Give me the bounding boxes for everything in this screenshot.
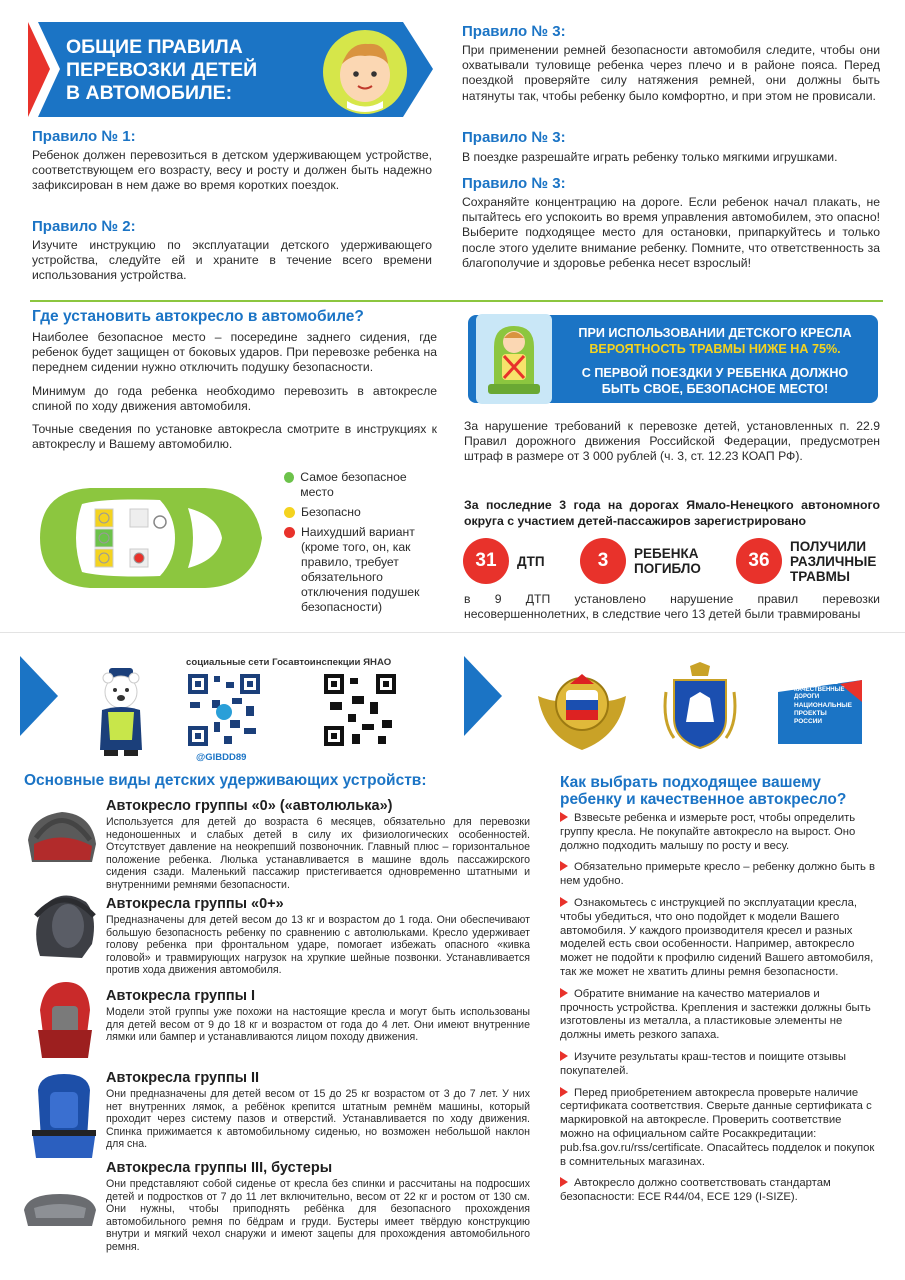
blue-arrow-left (20, 656, 58, 741)
red-dot-icon (284, 527, 295, 538)
legend-label: Безопасно (301, 505, 361, 519)
stat-label: ДТП (517, 553, 545, 569)
stats-note: в 9 ДТП установлено нарушение правил перевозки несовершеннолетних, в следствие чего 13 детей были травмированы (464, 592, 880, 622)
seat-text: Они представляют собой сиденье от кресла без спинки и рассчитаны на подросших детей и подростков от 7 до 11 лет включительно, весом от 22 кг и ростом от 130 см. Они нужны, чтобы приподнять ребёнка для безопасного прохождения автомобильного ремня по бёдрам и груди. Бустеры имеет твёрдую конструкцию внутри и мягкий чехол снаружи и имеют зацепы для прохождения автомобильного ремня. (106, 1178, 530, 1253)
rule-3a (462, 23, 880, 104)
legend-item-red (284, 525, 434, 615)
qr-code-telegram[interactable] (186, 672, 262, 748)
seat-image-group-1 (30, 980, 100, 1064)
seat-title: Автокресла группы «0+» (106, 896, 284, 912)
seat-text: Используется для детей до возраста 6 месяцев, обязательно для перевозки недоношенных и слабых детей в силу их физиологических особенностей. Отсутствует давление на неокрепший позвоночник. Главный плюс – горизонтальное положение ребенка. Люлька устанавливается в машине вдоль пассажирского сидения сзади. Маленький пассажир пристегивается одновременно штатными и внутренними ремнями безопасности. (106, 816, 530, 891)
seat-type-3 (106, 1160, 530, 1254)
baby-icon (320, 28, 410, 116)
yellow-dot-icon (284, 507, 295, 518)
legend-label: Самое безопасное место (300, 470, 407, 499)
fold-line (0, 632, 905, 633)
red-arrow-icon (560, 988, 568, 998)
seat-text: Предназначены для детей весом до 13 кг и возрастом до 1 года. Они обеспечивают большую безопасность ребенку по сравнению с автолюльками. Кресло удерживает голову ребенка при фронтальном ударе, помогает избежать опасного «кивка головой» и травмирующих нагрузок на хрупкие шейные позвонки. Устанавливается против хода движения автомобиля. (106, 914, 530, 977)
rule-text: Ребенок должен перевозиться в детском удерживающем устройстве, соответствующем его возрасту, весу и росту и должен быть надежно зафиксирован в нем даже во время коротких поездок. (32, 148, 432, 193)
seat-title: Автокресла группы III, бустеры (106, 1160, 333, 1176)
seat-title: Автокресла группы I (106, 988, 256, 1004)
tip-item: Перед приобретением автокресла проверьте наличие сертификата соответствия. Сверьте данные сертификата с маркировкой на автокресле. Проверить соответствие можно на официальном сайте Росаккредитации: pub.fsa.gov.ru/rss/certificate. Опасайтесь подделок и покупок в сомнительных магазинах. (560, 1086, 875, 1168)
page-title: ОБЩИЕ ПРАВИЛА ПЕРЕВОЗКИ ДЕТЕЙ В АВТОМОБИЛЕ: (66, 36, 258, 104)
stat-deaths (580, 538, 714, 584)
fine-text: За нарушение требований к перевозке детей, установленных п. 22.9 Правил дорожного движения Российской Федерации, предусмотрен штраф в размере от 3 000 рублей (ч. 3, ст. 12.23 КОАП РФ). (464, 419, 880, 464)
legend-item-green (284, 470, 434, 500)
seat-types-heading: Основные виды детских удерживающих устройств: (24, 772, 427, 789)
red-arrow-icon (560, 812, 568, 822)
red-arrow-icon (560, 1051, 568, 1061)
seat-image-group-0 (22, 800, 102, 870)
traffic-police-emblem-icon (534, 666, 630, 752)
tip-item: Автокресло должно соответствовать стандартам безопасности: ECE R44/04, ECE 129 (I-SIZE). (560, 1177, 831, 1204)
tip-item: Взвесьте ребенка и измерьте рост, чтобы определить группу кресла. Не покупайте автокресло на вырост. Оно должно подходить малышу по росту и весу. (560, 812, 856, 852)
social-handle[interactable]: @GIBDD89 (196, 752, 247, 763)
legend-item-yellow (284, 505, 434, 520)
seat-type-1 (106, 988, 530, 1044)
section-divider (30, 300, 883, 302)
rule-text: При применении ремней безопасности автомобиля следите, чтобы они охватывали туловище ребенка через плечо и в районе пояса. Перед поездкой проверяйте силу натяжения ремней, они должны быть натянуты так, чтобы ребенку было комфортно, и при этом не провисали. (462, 43, 880, 103)
rule-title: Правило № 3: (462, 175, 566, 192)
car-seating-diagram (30, 476, 270, 601)
stat-label: ПОЛУЧИЛИ РАЗЛИЧНЫЕ ТРАВМЫ (790, 538, 877, 584)
national-projects-logo (770, 672, 870, 752)
install-section (32, 308, 437, 452)
rule-3c (462, 175, 880, 271)
green-dot-icon (284, 472, 294, 483)
rule-title: Правило № 2: (32, 218, 136, 235)
install-paragraph: Точные сведения по установке автокресла смотрите в инструкциях к автокреслу и Вашему автомобилю. (32, 422, 437, 452)
stat-dtp (463, 538, 545, 584)
install-heading: Где установить автокресло в автомобиле? (32, 308, 364, 325)
tip-item: Ознакомьтесь с инструкцией по эксплуатации кресла, чтобы убедиться, что оно подойдет к модели Вашего автомобиля. У каждого производителя кресел и разных моделей есть свои особенности. Например, автокресло может не подойти к профилю сидений Вашего автомобиля, так же может не хватить длины ремня безопасности. (560, 896, 874, 978)
choose-tips (560, 812, 876, 1205)
rule-text: Сохраняйте концентрацию на дороге. Если ребенок начал плакать, не пытайтесь его успокоить во время управления автомобилем, это опасно! Выберите подходящее место для остановки, припаркуйтесь и только после этого уделите внимание ребенку. Помните, что ответственность за благополучие и здоровье ребенка несет взрослый! (462, 195, 880, 270)
police-bear-mascot (96, 668, 146, 758)
national-projects-text: НАЦИОНАЛЬНЫЕ ПРОЕКТЫ РОССИИ (794, 702, 852, 725)
yamal-coat-of-arms-icon (660, 662, 740, 752)
seat-type-0 (106, 798, 530, 892)
blue-arrow-right (464, 656, 502, 741)
seat-title: Автокресла группы II (106, 1070, 260, 1086)
seat-image-group-0plus (26, 886, 102, 962)
seat-type-0plus (106, 896, 530, 977)
stat-label: РЕБЕНКА ПОГИБЛО (634, 546, 701, 576)
rule-title: Правило № 1: (32, 128, 136, 145)
seat-image-group-3-booster (20, 1186, 100, 1232)
choose-heading: Как выбрать подходящее вашему ребенку и качественное автокресло? (560, 774, 847, 808)
stat-value: 3 (580, 538, 626, 584)
rule-2 (32, 218, 432, 284)
seat-image-group-2 (28, 1070, 100, 1162)
rule-title: Правило № 3: (462, 23, 566, 40)
stat-value: 31 (463, 538, 509, 584)
install-paragraph: Минимум до года ребенка необходимо перевозить в автокресле спиной по ходу движения автомобиля. (32, 383, 437, 413)
red-arrow-icon (560, 861, 568, 871)
red-arrow-icon (560, 897, 568, 907)
banner-text: ПРИ ИСПОЛЬЗОВАНИИ ДЕТСКОГО КРЕСЛА ВЕРОЯТНОСТЬ ТРАВМЫ НИЖЕ НА 75%. С ПЕРВОЙ ПОЕЗДКИ У РЕБЕНКА ДОЛЖНО БЫТЬ СВОЕ, БЕЗОПАСНОЕ МЕСТО! (578, 326, 852, 396)
legend-label: Наихудший вариант (кроме того, он, как правило, требует обязательного отключения подушек безопасности) (301, 525, 420, 614)
seat-text: Они предназначены для детей весом от 15 до 25 кг возрастом от 3 до 7 лет. У них нет внутренних лямок, а ребёнок крепится штатным ремнём машины, который проходит через систему пазов и отверстий. Устанавливается по ходу движения. Спинка прижимается к автомобильному сиденью, но возможен небольшой наклон для сна. (106, 1088, 530, 1151)
rule-3b (462, 129, 880, 165)
red-arrow-icon (560, 1177, 568, 1187)
qr-code-vk[interactable] (322, 672, 398, 748)
seat-type-2 (106, 1070, 530, 1151)
rule-title: Правило № 3: (462, 129, 566, 146)
rule-text: Изучите инструкцию по эксплуатации детского удерживающего устройства, следуйте ей и храните в течение всего времени использования устройства. (32, 238, 432, 283)
stat-value: 36 (736, 538, 782, 584)
tip-item: Обязательно примерьте кресло – ребенку должно быть в нем удобно. (560, 861, 876, 888)
safe-roads-text: БЕЗОПАСНЫЕ КАЧЕСТВЕННЫЕ ДОРОГИ (794, 680, 845, 700)
install-paragraph: Наиболее безопасное место – посередине заднего сидения, где ребенок будет защищен от боковых ударов. При перевозке ребенка на переднем сидении нужно отключить подушку безопасности. (32, 330, 437, 375)
stat-injuries (736, 538, 890, 584)
stats-intro: За последние 3 года на дорогах Ямало-Ненецкого автономного округа с участием детей-пассажиров зарегистрировано (464, 498, 880, 528)
seat-text: Модели этой группы уже похожи на настоящие кресла и могут быть использованы для детей весом от 9 до 18 кг и возрастом от года до 4 лет. Они имеют внутренние лямки или бампер и устанавливаются лицом походу движения. (106, 1006, 530, 1044)
tip-item: Изучите результаты краш-тестов и поищите отзывы покупателей. (560, 1050, 847, 1077)
rule-text: В поездке разрешайте играть ребенку только мягкими игрушками. (462, 150, 838, 164)
rule-1 (32, 128, 432, 194)
tip-item: Обратите внимание на качество материалов и прочность устройства. Крепления и застежки должны быть изготовлены из металла, а пластиковые элементы не должны иметь резкого запаха. (560, 987, 871, 1042)
child-seat-icon (474, 312, 554, 406)
red-arrow-icon (560, 1087, 568, 1097)
safety-banner (468, 315, 878, 403)
seat-legend (284, 470, 434, 615)
seat-title: Автокресло группы «0» («автолюлька») (106, 798, 393, 814)
social-title: социальные сети Госавтоинспекции ЯНАО (186, 657, 392, 668)
